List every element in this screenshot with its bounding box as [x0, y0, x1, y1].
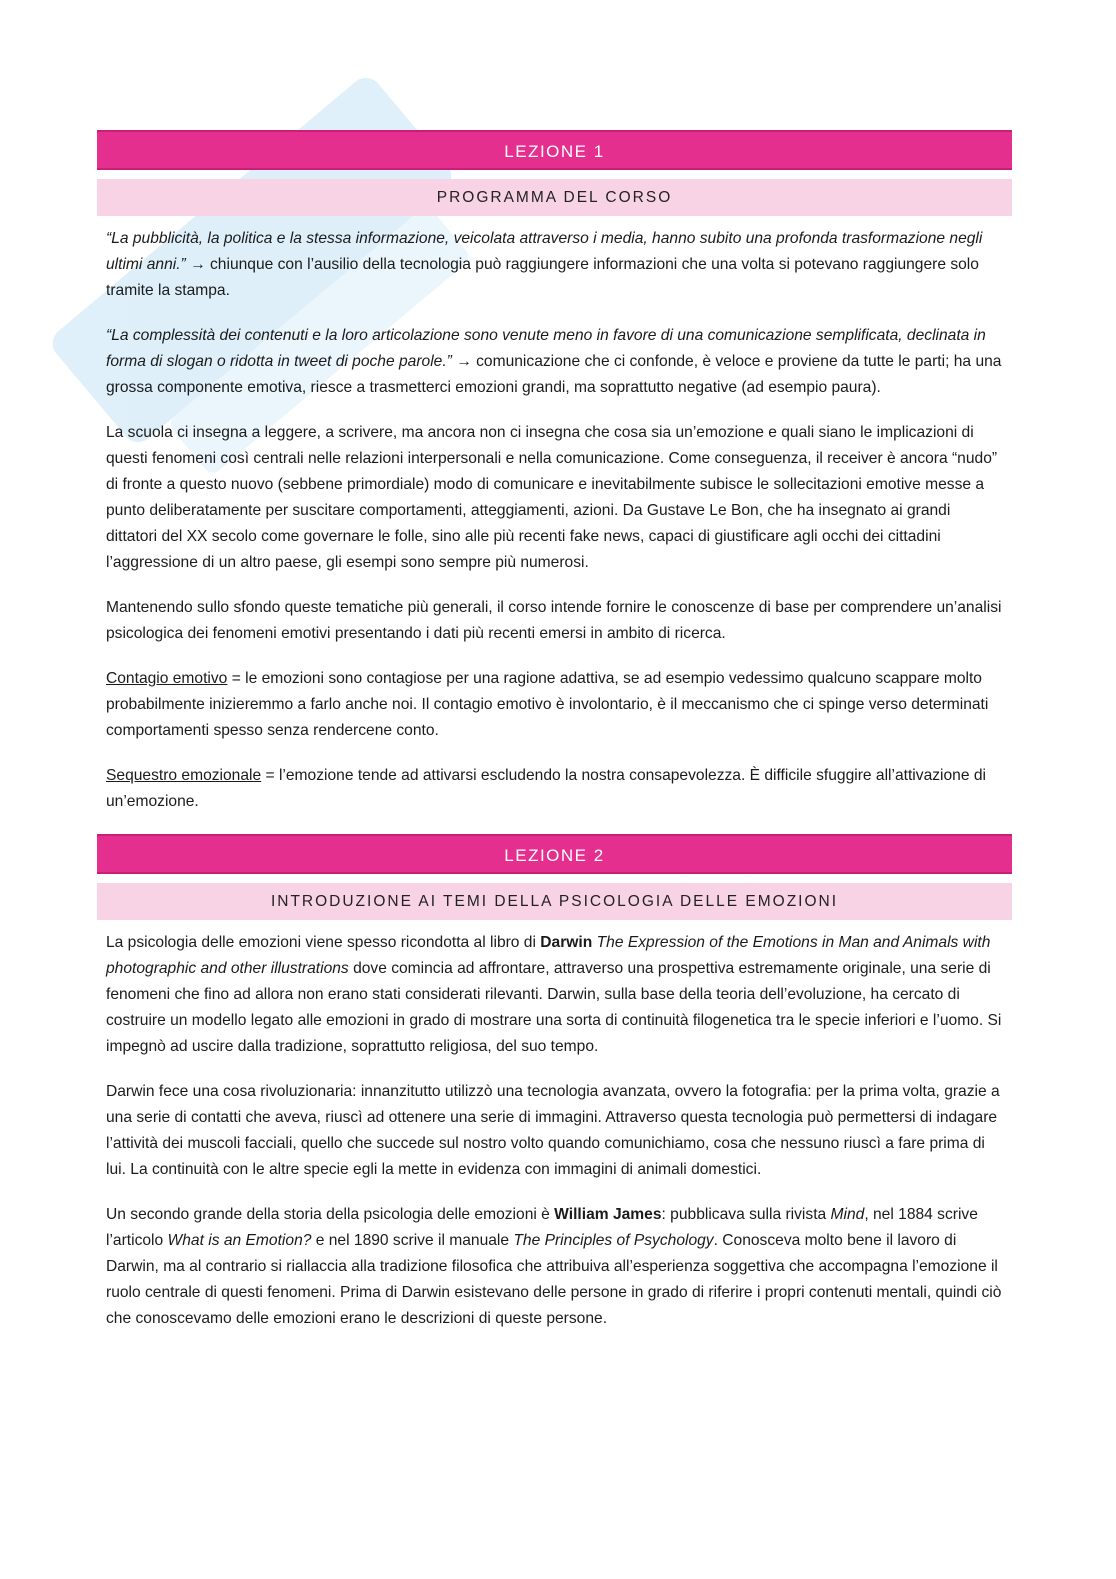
lesson-2-header: LEZIONE 2 — [97, 834, 1012, 874]
text-run: , nel 1884 scrive l’articolo — [106, 1206, 978, 1249]
text-run: dove comincia ad affrontare, attraverso una prospettiva estremamente originale, una serie di fenomeni che fino ad allora non erano stati considerati rilevanti. Darwin, sulla base della teoria dell’evoluzione, ha cercato di costruire un modello legato alle emozioni in grado di mostrare una sorta di continuità filogenetica tra le specie inferiori e l’uomo. Si impegnò ad uscire dalla tradizione, soprattutto religiosa, del suo tempo. — [106, 960, 1002, 1055]
paragraph — [106, 1202, 1003, 1332]
lesson-1-subheader: PROGRAMMA DEL CORSO — [97, 179, 1012, 216]
document-page — [97, 130, 1012, 1351]
lesson-2-subheader: INTRODUZIONE AI TEMI DELLA PSICOLOGIA DELLE EMOZIONI — [97, 883, 1012, 920]
bold-name: Darwin — [540, 934, 593, 951]
paragraph: Mantenendo sullo sfondo queste tematiche più generali, il corso intende fornire le conoscenze di base per comprendere un’analisi psicologica dei fenomeni emotivi presentando i dati più recenti emersi in ambito di ricerca. — [106, 599, 1002, 642]
article-title: What is an Emotion? — [167, 1232, 312, 1249]
definition-term: Sequestro emozionale — [106, 767, 262, 784]
definition-paragraph — [106, 763, 1003, 815]
paragraph — [106, 323, 1003, 401]
lesson-1-header: LEZIONE 1 — [97, 130, 1012, 170]
text-run: . Conosceva molto bene il lavoro di Darwin, ma al contrario si riallaccia alla tradizione filosofica che attribuiva all’esperienza soggettiva che accompagna l’emozione il ruolo centrale di questi fenomeni. Prima di Darwin esistevano delle persone in grado di riferire i propri contenuti mentali, quindi ciò che conoscevamo delle emozioni erano le descrizioni di queste persone. — [106, 1232, 1002, 1327]
book-title: The Expression of the Emotions in Man and Animals with photographic and other illustrations — [106, 934, 991, 977]
definition-text: = l’emozione tende ad attivarsi escludendo la nostra consapevolezza. È difficile sfuggire all’attivazione di un’emozione. — [106, 767, 986, 810]
text-run: : pubblicava sulla rivista — [661, 1206, 831, 1223]
bold-name: William James — [554, 1206, 662, 1223]
text-run: Un secondo grande della storia della psicologia delle emozioni è — [106, 1206, 555, 1223]
text-run: La psicologia delle emozioni viene spesso ricondotta al libro di — [106, 934, 541, 951]
definition-text: = le emozioni sono contagiose per una ragione adattiva, se ad esempio vedessimo qualcuno scappare molto probabilmente inizieremmo a farlo anche noi. Il contagio emotivo è involontario, è il meccanismo che ci spinge verso determinati comportamenti spesso senza rendercene conto. — [106, 670, 989, 739]
book-title: The Principles of Psychology — [513, 1232, 714, 1249]
lesson-1-body — [97, 226, 1012, 815]
lesson-2-body — [97, 930, 1012, 1332]
paragraph: La scuola ci insegna a leggere, a scrivere, ma ancora non ci insegna che cosa sia un’emozione e quali siano le implicazioni di questi fenomeni così centrali nelle relazioni interpersonali e nella comunicazione. Come conseguenza, il receiver è ancora “nudo” di fronte a questo nuovo (sebbene primordiale) modo di comunicare e inevitabilmente subisce le sollecitazioni emotive messe a punto deliberatamente per suscitare comportamenti, atteggiamenti, azioni. Da Gustave Le Bon, che ha insegnato ai grandi dittatori del XX secolo come governare le folle, sino alle più recenti fake news, capaci di giustificare agli occhi dei cittadini l’aggressione di un altro paese, gli esempi sono sempre più numerosi. — [106, 424, 998, 571]
definition-paragraph — [106, 666, 1003, 744]
paragraph-text: comunicazione che ci confonde, è veloce e proviene da tutte le parti; ha una grossa componente emotiva, riesce a trasmetterci emozioni grandi, ma soprattutto negative (ad esempio paura). — [106, 353, 1002, 396]
arrow-icon: → — [456, 353, 472, 370]
paragraph-text: chiunque con l’ausilio della tecnologia può raggiungere informazioni che una volta si potevano raggiungere solo tramite la stampa. — [106, 256, 979, 299]
quote: “La pubblicità, la politica e la stessa informazione, veicolata attraverso i media, hanno subito una profonda trasformazione negli ultimi anni.” — [106, 230, 983, 273]
definition-term: Contagio emotivo — [106, 670, 228, 687]
paragraph — [106, 930, 1003, 1060]
paragraph: Darwin fece una cosa rivoluzionaria: innanzitutto utilizzò una tecnologia avanzata, ovvero la fotografia: per la prima volta, grazie a una serie di contatti che aveva, riuscì ad ottenere una serie di immagini. Attraverso questa tecnologia può permettersi di indagare l’attività dei muscoli facciali, quello che succede sul nostro volto quando comunichiamo, cosa che nessuno riuscì a fare prima di lui. La continuità con le altre specie egli la mette in evidenza con immagini di animali domestici. — [106, 1083, 1000, 1178]
journal-title: Mind — [830, 1206, 865, 1223]
quote: “La complessità dei contenuti e la loro articolazione sono venute meno in favore di una comunicazione semplificata, declinata in forma di slogan o ridotta in tweet di poche parole.” — [106, 327, 986, 370]
paragraph — [106, 226, 1003, 304]
text-run: e nel 1890 scrive il manuale — [311, 1232, 514, 1249]
arrow-icon: → — [190, 256, 206, 273]
